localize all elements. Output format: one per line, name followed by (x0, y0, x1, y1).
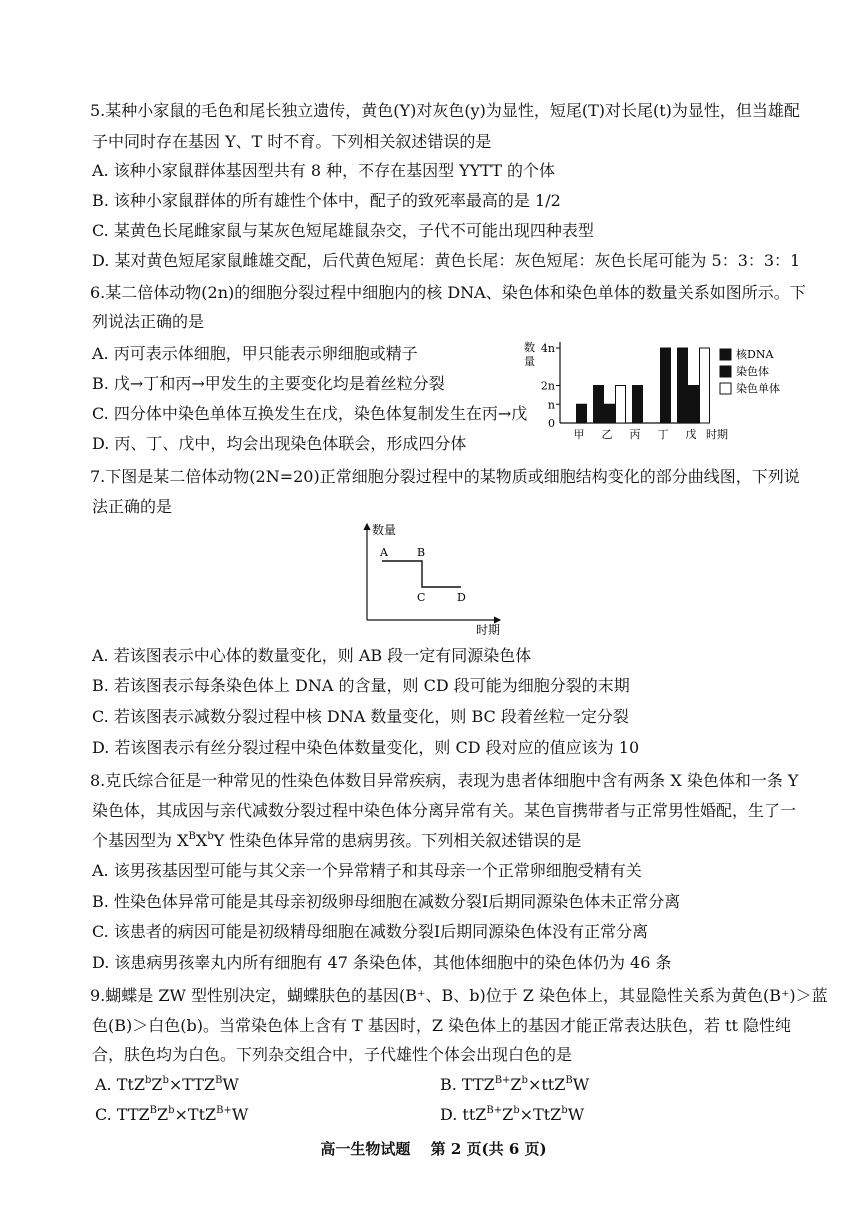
chart-bar-5-3 (700, 348, 710, 423)
q9-stem-line1: 9.蝴蝶是 ZW 型性别决定，蝴蝶肤色的基因(B⁺、B、b)位于 Z 染色体上，其显隐性关系为黄色(B⁺)＞蓝 (90, 986, 828, 1005)
q5-option-d: D. 某对黄色短尾家鼠雌雄交配，后代黄色短尾：黄色长尾：灰色短尾：灰色长尾可能为 5：3：3：1 (92, 251, 801, 270)
chart-y-tick-label: 2n (540, 379, 555, 393)
q6-stem-line2: 列说法正确的是 (92, 312, 205, 331)
q6-stem-line1: 6.某二倍体动物(2n)的细胞分裂过程中细胞内的核 DNA、染色体和染色单体的数量关系如图所示。下 (90, 283, 806, 302)
chart-x-tick-label: 戊 (685, 428, 697, 441)
chart-y-tick-label: 0 (548, 417, 555, 430)
q5-option-b: B. 该种小家鼠群体的所有雄性个体中，配子的致死率最高的是 1/2 (92, 191, 561, 210)
chart-x-tick-label: 乙 (601, 428, 613, 441)
chart-x-tick-label: 丁 (657, 428, 669, 441)
chart-legend-label-2: 染色体 (736, 365, 769, 378)
q5-stem-line1: 5.某种小家鼠的毛色和尾长独立遗传，黄色(Y)对灰色(y)为显性，短尾(T)对长尾(t)为显性，但当雄配 (90, 101, 800, 120)
line-diagram (360, 520, 510, 642)
q8-stem-line2: 染色体，其成因与亲代减数分裂过程中染色体分离异常有关。某色盲携带者与正常男性婚配，生了一 (92, 801, 797, 820)
chart-bar-4-1 (661, 348, 671, 423)
chart-y-label-2: 量 (524, 355, 535, 368)
diagram-x-label: 时期 (476, 623, 501, 637)
chart-bar-1-1 (577, 404, 587, 423)
q6-option-d: D. 丙、丁、戊中，均会出现染色体联会，形成四分体 (92, 434, 467, 453)
chart-legend-swatch-1 (720, 349, 731, 360)
chart-bar-3-1 (633, 386, 643, 424)
q7-stem-line2: 法正确的是 (92, 497, 173, 516)
diagram-point-b: B (417, 546, 426, 559)
q6-option-b: B. 戊→丁和丙→甲发生的主要变化均是着丝粒分裂 (92, 374, 445, 393)
chart-x-tick-label: 丙 (629, 428, 641, 441)
chart-bar-2-2 (605, 404, 615, 423)
chart-legend-swatch-3 (720, 383, 731, 394)
q5-stem-line2: 子中同时存在基因 Y、T 时不育。下列相关叙述错误的是 (92, 132, 492, 151)
q9-option-d: D. $ttZ^{B+}Z^b\times TtZ^bW$ (440, 1105, 585, 1124)
q9-option-b: B. $TTZ^{B+}Z^b\times ttZ^BW$ (440, 1075, 590, 1094)
diagram-y-label: 数量 (372, 523, 397, 537)
chart-x-tick-label: 甲 (573, 428, 585, 441)
chart-bar-5-1 (678, 348, 688, 423)
q9-option-c: C. $TTZ^BZ^b\times TtZ^{B+}W$ (95, 1105, 249, 1124)
chart-y-label-1: 数 (524, 341, 535, 354)
q8-stem-line3: 个基因型为 $X^BX^bY$ 性染色体异常的患病男孩。下列相关叙述错误的是 (92, 831, 582, 850)
q7-stem-line1: 7.下图是某二倍体动物(2N=20)正常细胞分裂过程中的某物质或细胞结构变化的部分曲线图，下列说 (90, 467, 800, 486)
q7-option-d: D. 若该图表示有丝分裂过程中染色体数量变化，则 CD 段对应的值应该为 10 (92, 738, 640, 757)
chart-bar-2-1 (594, 386, 604, 424)
chart-x-label: 时期 (706, 428, 728, 441)
diagram-point-c: C (417, 591, 426, 604)
bar-chart (510, 336, 800, 446)
q8-option-d: D. 该患病男孩睾丸内所有细胞有 47 条染色体，其他体细胞中的染色体仍为 46 条 (92, 953, 672, 972)
diagram-point-a: A (380, 546, 388, 559)
page-footer: 高一生物试题 第 2 页(共 6 页) (320, 1140, 547, 1158)
chart-legend-swatch-2 (720, 366, 731, 377)
q6-option-c: C. 四分体中染色单体互换发生在戊，染色体复制发生在丙→戊 (92, 404, 528, 423)
q7-option-a: A. 若该图表示中心体的数量变化，则 AB 段一定有同源染色体 (92, 646, 532, 665)
diagram-point-d: D (457, 591, 466, 604)
chart-y-tick-label: 4n (540, 342, 555, 355)
chart-legend-label-1: 核DNA (736, 348, 774, 361)
q6-option-a: A. 丙可表示体细胞，甲只能表示卵细胞或精子 (92, 344, 418, 363)
q8-option-b: B. 性染色体异常可能是其母亲初级卵母细胞在减数分裂Ⅰ后期同源染色体未正常分离 (92, 892, 681, 911)
q9-stem-line3: 合，肤色均为白色。下列杂交组合中，子代雄性个体会出现白色的是 (92, 1045, 573, 1064)
q8-option-c: C. 该患者的病因可能是初级精母细胞在减数分裂Ⅰ后期同源染色体没有正常分离 (92, 922, 649, 941)
q9-option-a: A. $TtZ^bZ^b\times TTZ^BW$ (95, 1075, 239, 1094)
q8-stem-line1: 8.克氏综合征是一种常见的性染色体数目异常疾病，表现为患者体细胞中含有两条 X 染色体和一条 Y (90, 771, 799, 790)
q7-option-b: B. 若该图表示每条染色体上 DNA 的含量，则 CD 段可能为细胞分裂的末期 (92, 676, 630, 695)
q9-stem-line2: 色(B)＞白色(b)。当常染色体上含有 T 基因时，Z 染色体上的基因才能正常表达肤色，若 tt 隐性纯 (92, 1016, 792, 1035)
chart-bar-2-3 (616, 386, 626, 424)
q7-option-c: C. 若该图表示减数分裂过程中核 DNA 数量变化，则 BC 段着丝粒一定分裂 (92, 707, 629, 726)
diagram-curve (382, 561, 461, 587)
q8-option-a: A. 该男孩基因型可能与其父亲一个异常精子和其母亲一个正常卵细胞受精有关 (92, 861, 642, 880)
q5-option-c: C. 某黄色长尾雌家鼠与某灰色短尾雄鼠杂交，子代不可能出现四种表型 (92, 221, 594, 240)
chart-bar-5-2 (689, 386, 699, 424)
chart-legend-label-3: 染色单体 (736, 382, 780, 395)
q5-option-a: A. 该种小家鼠群体基因型共有 8 种，不存在基因型 YYTT 的个体 (92, 161, 556, 180)
chart-y-tick-label: n (547, 398, 555, 412)
